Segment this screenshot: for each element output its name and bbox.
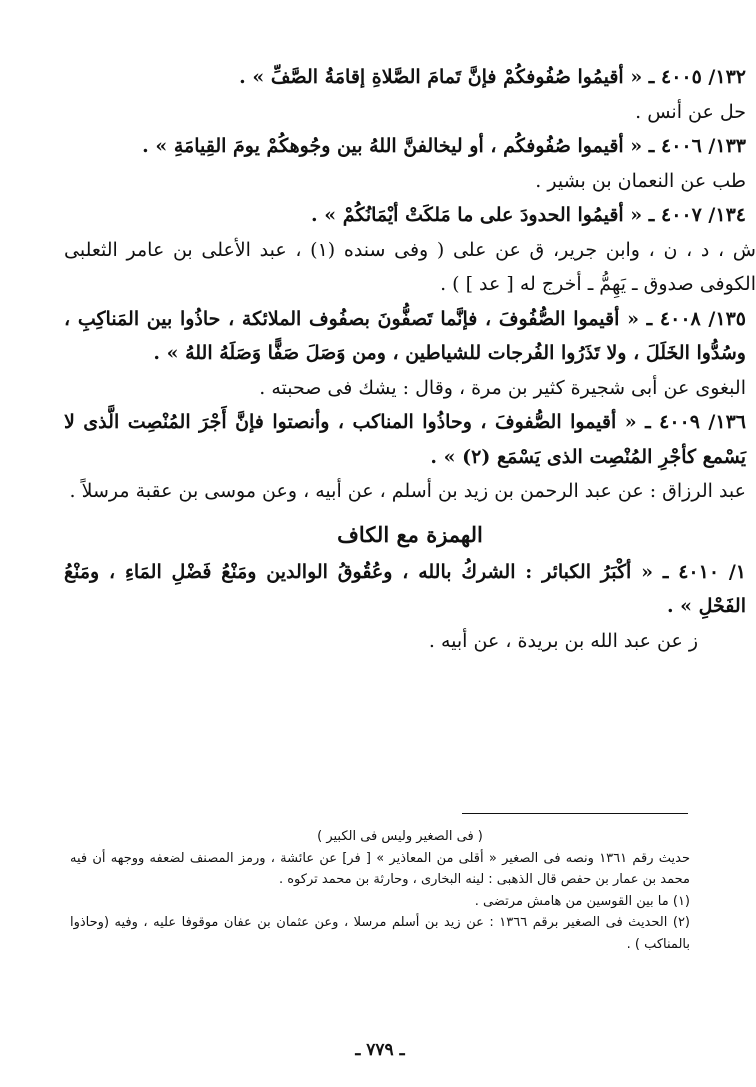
- footnote-1: (١) ما بين القوسين من هامش مرتضى .: [474, 893, 690, 909]
- hadith-4008: ١٣٥/ ٤٠٠٨ ـ « أقيموا الصُّفُوفَ ، فإنَّما تَصفُّونَ بصفُوف الملائكة ، حاذُوا بين المَناكِبِ ، وسُدُّوا الخَلَلَ ، ولا تَذَرُوا الفُرجات للشياطين ، ومن وَصَلَ صَفًّا وَصَلَهُ اللهُ » .: [64, 307, 746, 364]
- footnote-paragraph: حديث رقم ١٣٦١ ونصه فى الصغير « أقلى من المعاذير » [ فر] عن عائشة ، ورمز المصنف لضعفه ووجهه أن فيه محمد بن عمار بن حفص قال الذهبى : لينه البخارى ، وحارثة بن محمد تركوه .: [70, 850, 690, 887]
- hadith-4009: ١٣٦/ ٤٠٠٩ ـ « أقيموا الصُّفوفَ ، وحاذُوا المناكب ، وأنصتوا فإنَّ أَجْرَ المُنْصِت الَّذى لا يَسْمع كأجْرِ المُنْصِت الذى يَسْمَع (٢) » .: [64, 411, 746, 468]
- source-4007: ش ، د ، ن ، وابن جرير، ق عن على ( وفى سنده (١) ، عبد الأعلى بن عامر الثعلبى الكوفى صدوق ـ يَهِمُّ ـ أخرج له [ عد ] ) .: [64, 238, 756, 295]
- hadith-4010: ١/ ٤٠١٠ ـ « أكْبَرُ الكبائر : الشركُ بالله ، وعُقُوقُ الوالدين ومَنْعُ فَضْلِ المَاءِ ، ومَنْعُ الفَحْلِ » .: [64, 560, 746, 617]
- hadith-4006: ١٣٣/ ٤٠٠٦ ـ « أقيموا صُفُوفكُم ، أو ليخالفنَّ اللهُ بين وجُوهكُمْ يومَ القِيامَةِ » .: [142, 135, 746, 157]
- source-4009: عبد الرزاق : عن عبد الرحمن بن زيد بن أسلم ، عن أبيه ، وعن موسى بن عقبة مرسلاً .: [69, 480, 746, 502]
- source-4008: البغوى عن أبى شجيرة كثير بن مرة ، وقال : يشك فى صحبته .: [259, 376, 746, 399]
- main-text: [64, 60, 756, 658]
- footnote-2: (٢) الحديث فى الصغير برقم ١٣٦٦ : عن زيد بن أسلم مرسلا ، وعن عثمان بن عفان موقوفا عليه ، وفيه (وحاذوا بالمناكب ) .: [70, 915, 690, 952]
- footnotes: [70, 826, 690, 955]
- hadith-4005: ١٣٢/ ٤٠٠٥ ـ « أقيمُوا صُفُوفكُمْ فإنَّ تَمامَ الصَّلاةِ إقامَةُ الصَّفِّ » .: [239, 66, 746, 88]
- footnote-divider: [462, 813, 688, 814]
- footnote-center-note: ( فى الصغير وليس فى الكبير ): [317, 829, 483, 844]
- hadith-4007: ١٣٤/ ٤٠٠٧ ـ « أقيمُوا الحدودَ على ما مَلكَتْ أيْمَانُكُمْ » .: [310, 204, 746, 226]
- page-body: [64, 60, 756, 658]
- source-4010: ز عن عبد الله بن بريدة ، عن أبيه .: [428, 629, 698, 652]
- section-title: الهمزة مع الكاف: [337, 521, 483, 547]
- source-4006: طب عن النعمان بن بشير .: [535, 169, 746, 192]
- source-4005: حل عن أنس .: [635, 100, 746, 123]
- page-number: ـ ٧٧٩ ـ: [355, 1040, 405, 1060]
